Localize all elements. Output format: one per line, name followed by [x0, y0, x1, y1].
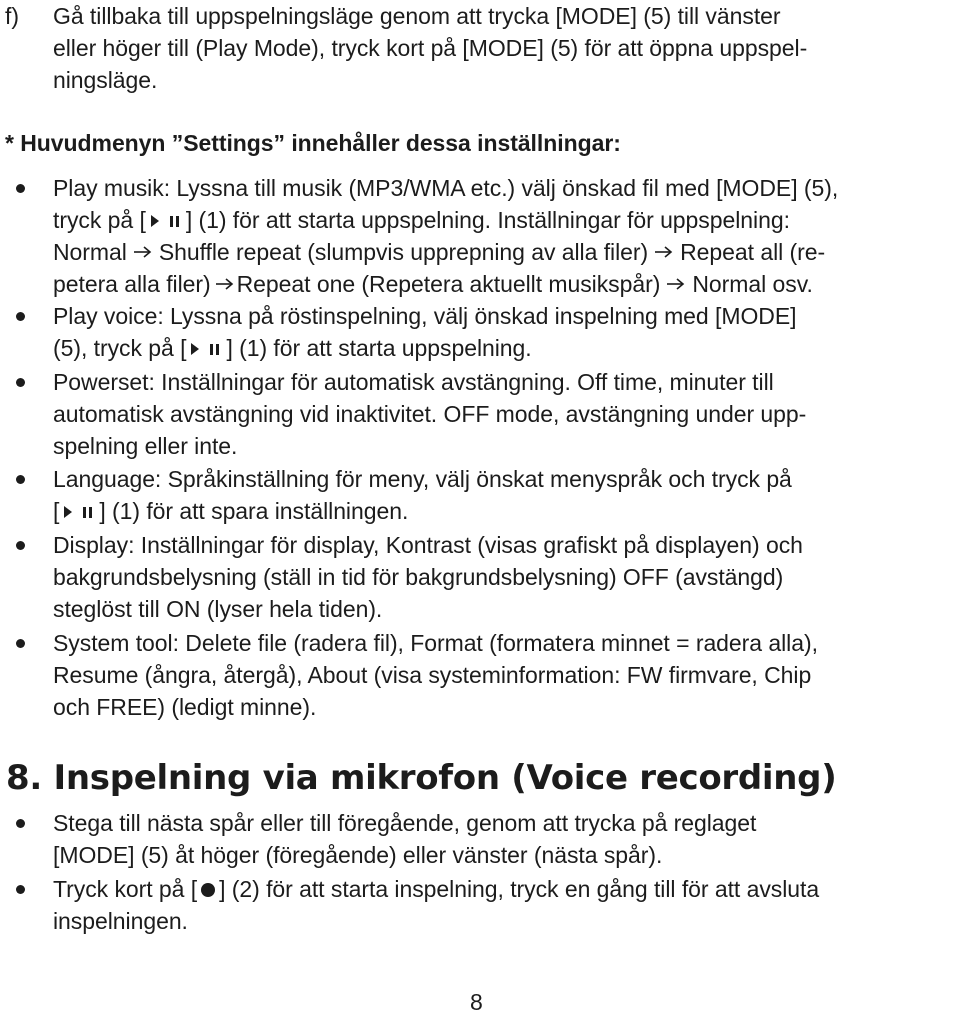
bullet-dot [16, 312, 25, 321]
text-span: ] (2) för att starta inspelning, tryck en gång till för att avsluta [219, 876, 820, 902]
text-span: Tryck kort på [ [53, 876, 198, 902]
bullet-dot [16, 639, 25, 648]
section-8-heading: 8. Inspelning via mikrofon (Voice recording) [6, 758, 837, 798]
display-line-3: steglöst till ON (lyser hela tiden). [53, 596, 383, 622]
step-f-line-3: ningsläge. [53, 67, 158, 93]
text-span: Repeat all (re- [680, 239, 826, 265]
section-8-bullet-1-line-2: [MODE] (5) åt höger (föregående) eller vänster (nästa spår). [53, 842, 663, 868]
bullet-dot [16, 541, 25, 550]
arrow-right-icon [654, 245, 674, 259]
language-line-1: Language: Språkinställning för meny, välj önskat menyspråk och tryck på [53, 466, 792, 492]
section-8-bullet-2-line-1 [53, 873, 819, 905]
text-span: [ [53, 498, 60, 524]
system-tool-line-1: System tool: Delete file (radera fil), Format (formatera minnet = radera alla), [53, 630, 818, 656]
text-span: Normal osv. [692, 271, 813, 297]
record-dot-icon [197, 881, 219, 899]
section-8-bullet-1-line-1: Stega till nästa spår eller till föregående, genom att trycka på reglaget [53, 810, 757, 836]
powerset-line-1: Powerset: Inställningar för automatisk avstängning. Off time, minuter till [53, 369, 774, 395]
bullet-dot [16, 378, 25, 387]
text-span: Shuffle repeat (slumpvis upprepning av alla filer) [158, 239, 649, 265]
step-f-line-2: eller höger till (Play Mode), tryck kort på [MODE] (5) för att öppna uppspel- [53, 35, 808, 61]
play-music-line-3 [53, 236, 825, 268]
step-f-marker: f) [5, 3, 20, 29]
arrow-right-icon [215, 277, 235, 291]
play-voice-line-1: Play voice: Lyssna på röstinspelning, välj önskad inspelning med [MODE] [53, 303, 797, 329]
play-pause-icon [186, 340, 226, 358]
text-span: ] (1) för att starta uppspelning. [226, 335, 532, 361]
display-line-1: Display: Inställningar för display, Kontrast (visas grafiskt på displayen) och [53, 532, 803, 558]
play-music-line-1: Play musik: Lyssna till musik (MP3/WMA etc.) välj önskad fil med [MODE] (5), [53, 175, 839, 201]
text-span: Normal [53, 239, 127, 265]
text-span: ] (1) för att starta uppspelning. Inställningar för uppspelning: [185, 207, 790, 233]
step-f-line-1: Gå tillbaka till uppspelningsläge genom att trycka [MODE] (5) till vänster [53, 3, 781, 29]
play-voice-line-2 [53, 332, 532, 364]
page-number: 8 [470, 989, 483, 1015]
display-line-2: bakgrundsbelysning (ställ in tid för bakgrundsbelysning) OFF (avstängd) [53, 564, 784, 590]
play-pause-icon [146, 212, 186, 230]
play-pause-icon [59, 503, 99, 521]
text-span: tryck på [ [53, 207, 146, 233]
text-span: (5), tryck på [ [53, 335, 187, 361]
powerset-line-3: spelning eller inte. [53, 433, 238, 459]
play-music-line-4 [53, 268, 813, 300]
powerset-line-2: automatisk avstängning vid inaktivitet. OFF mode, avstängning under upp- [53, 401, 807, 427]
system-tool-line-3: och FREE) (ledigt minne). [53, 694, 317, 720]
bullet-dot [16, 819, 25, 828]
bullet-dot [16, 184, 25, 193]
bullet-dot [16, 885, 25, 894]
arrow-right-icon [666, 277, 686, 291]
text-span: ] (1) för att spara inställningen. [99, 498, 409, 524]
arrow-right-icon [133, 245, 153, 259]
play-music-line-2 [53, 204, 790, 236]
text-span: petera alla filer) [53, 271, 211, 297]
settings-heading: * Huvudmenyn ”Settings” innehåller dessa inställningar: [5, 130, 621, 156]
text-span: Repeat one (Repetera aktuellt musikspår) [236, 271, 661, 297]
section-8-bullet-2-line-2: inspelningen. [53, 908, 188, 934]
bullet-dot [16, 475, 25, 484]
system-tool-line-2: Resume (ångra, återgå), About (visa systeminformation: FW firmvare, Chip [53, 662, 812, 688]
language-line-2 [53, 495, 408, 527]
